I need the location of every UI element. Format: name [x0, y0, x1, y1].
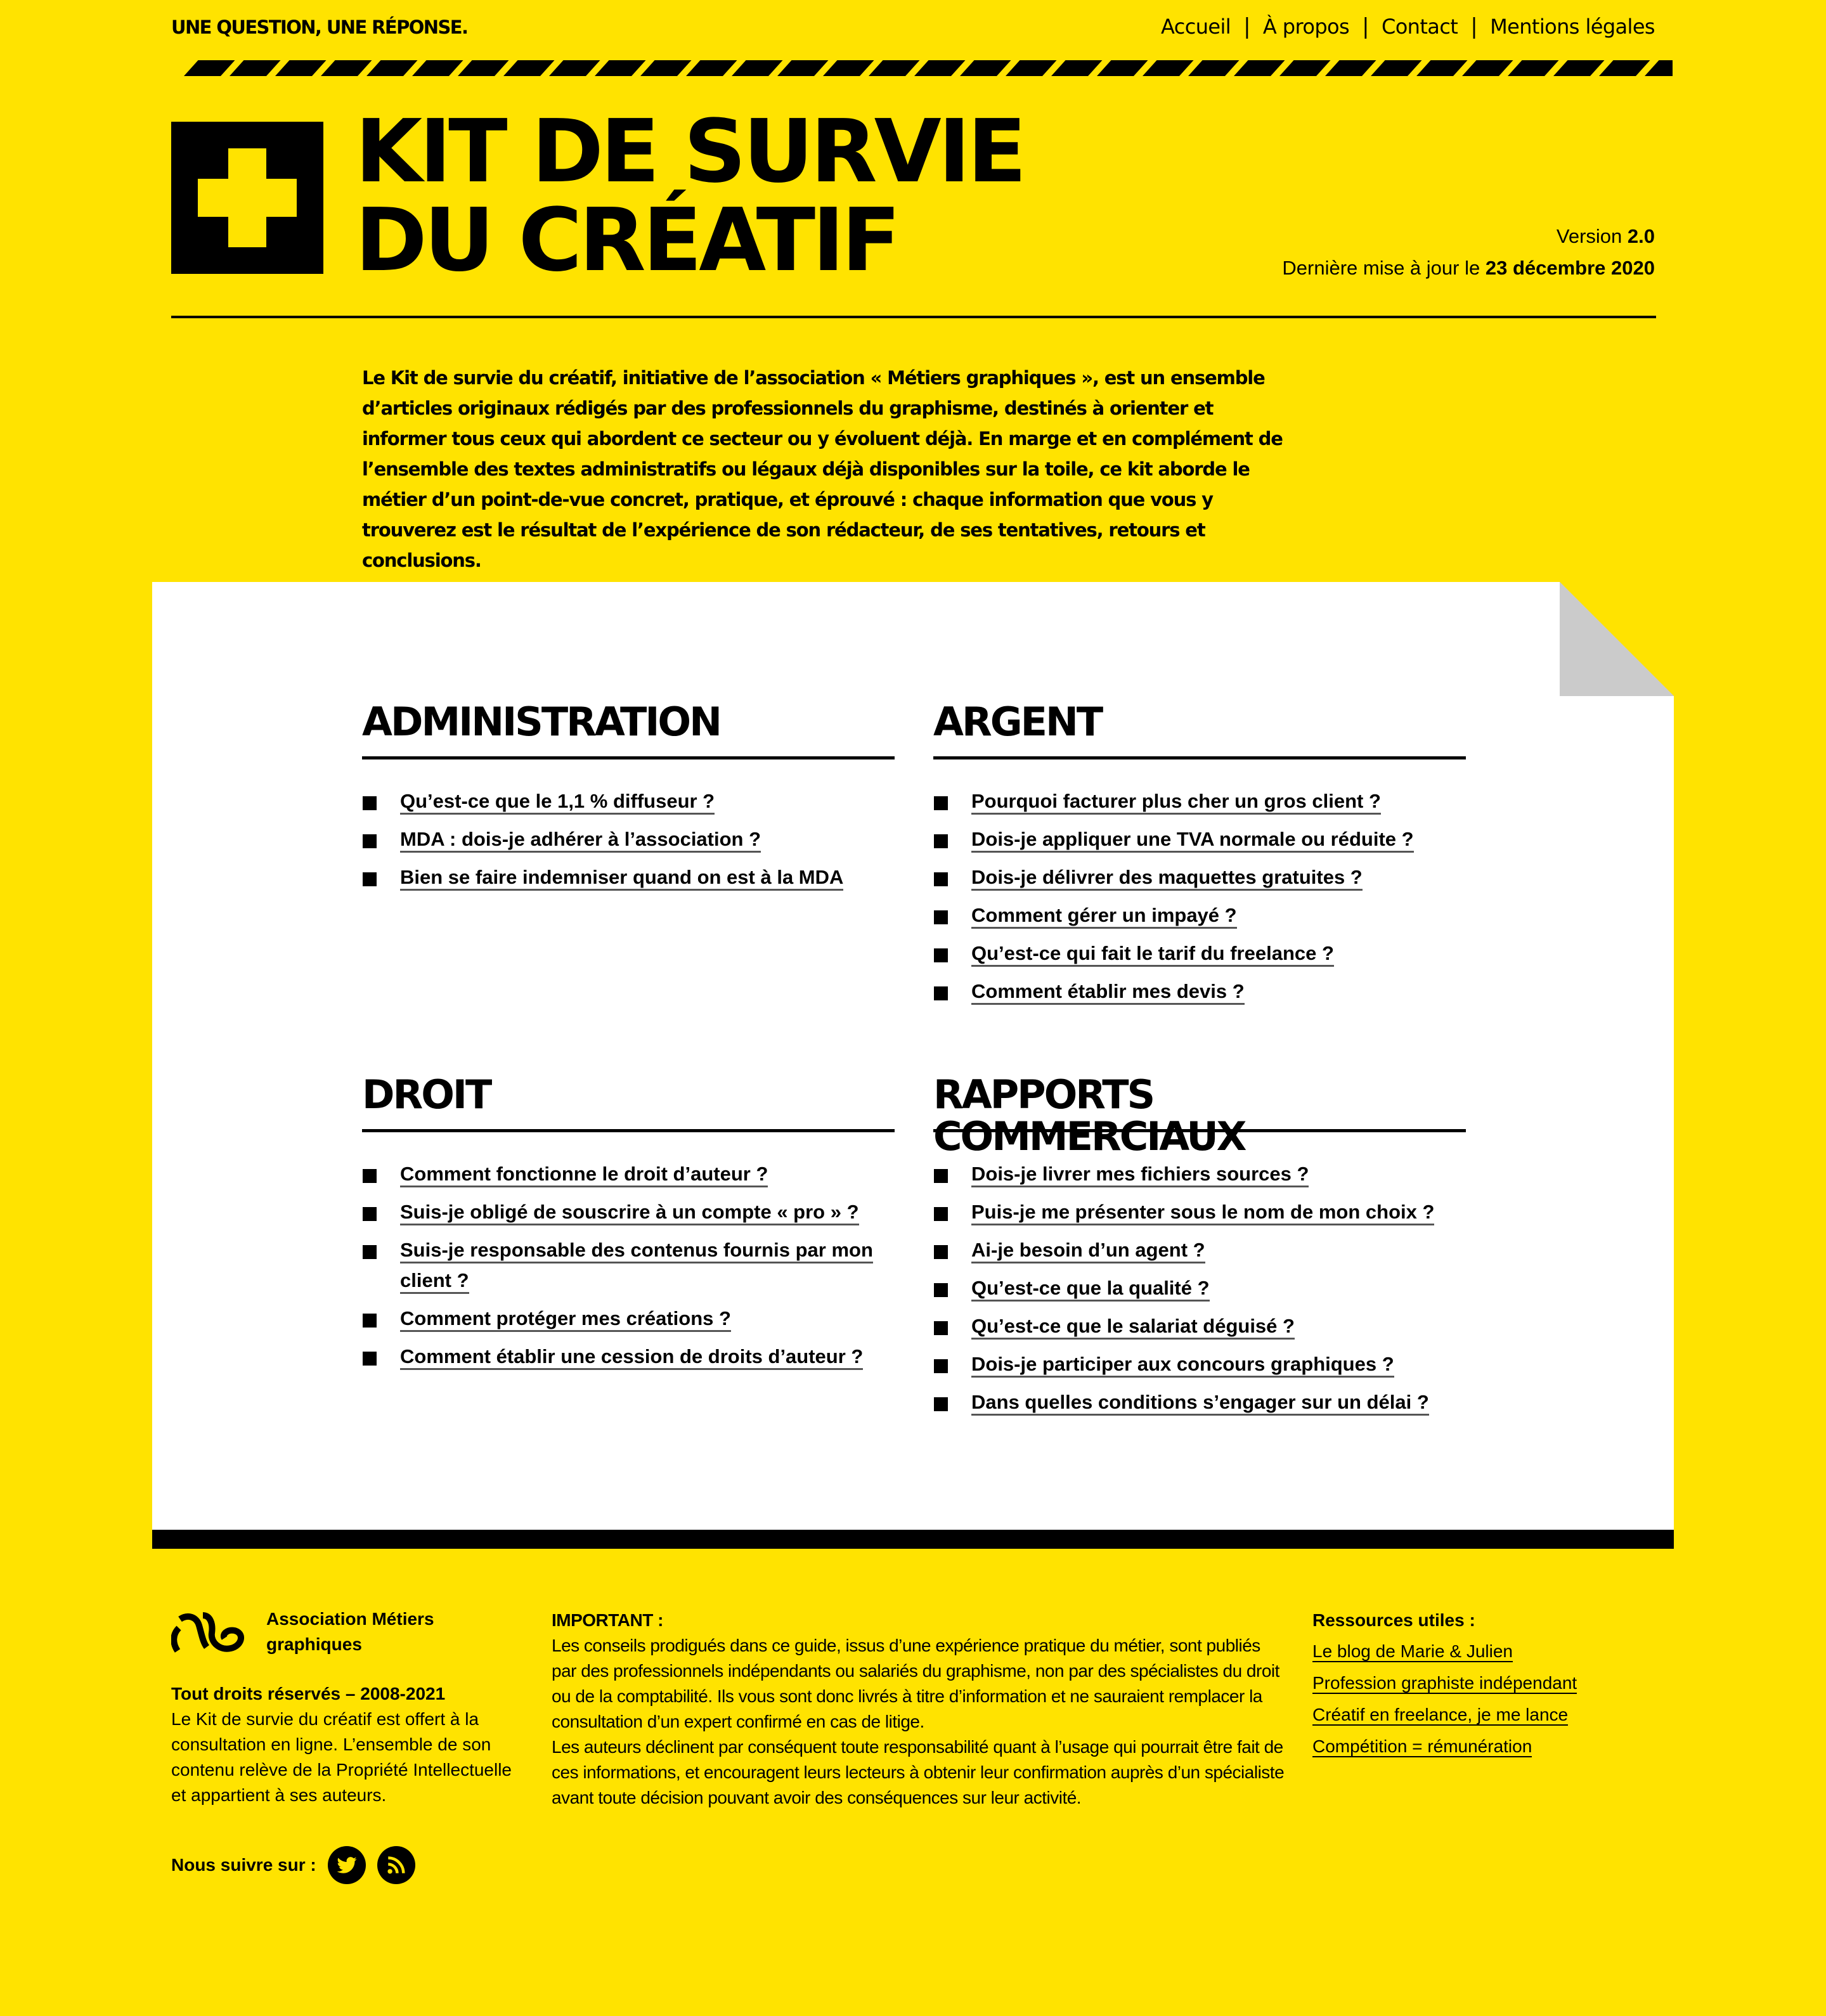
- last-updated-label: Dernière mise à jour le: [1282, 257, 1480, 279]
- section-title: ARGENT: [933, 699, 1102, 745]
- section-divider: [362, 1129, 895, 1132]
- hazard-stripe: [1371, 60, 1422, 76]
- article-list-item: [933, 1273, 1466, 1303]
- article-list-item: [933, 900, 1466, 931]
- square-bullet-icon: [934, 1207, 948, 1221]
- article-link[interactable]: Ai-je besoin d’un agent ?: [971, 1239, 1205, 1263]
- nav-contact[interactable]: Contact: [1381, 15, 1458, 39]
- article-list-item: [933, 824, 1466, 855]
- site-title: [355, 101, 1024, 291]
- square-bullet-icon: [363, 1314, 377, 1328]
- article-link[interactable]: Dois-je appliquer une TVA normale ou réduite ?: [971, 828, 1414, 853]
- association-name: Association Métiers graphiques: [266, 1609, 434, 1654]
- section-argent: [933, 696, 1466, 1014]
- hazard-stripe: [823, 60, 874, 76]
- section-rapports-commerciaux: [933, 1069, 1466, 1425]
- resource-link[interactable]: Le blog de Marie & Julien: [1312, 1641, 1513, 1661]
- section-title: RAPPORTS COMMERCIAUX: [933, 1071, 1245, 1160]
- section-administration: [362, 696, 895, 900]
- article-link[interactable]: Qu’est-ce que la qualité ?: [971, 1277, 1210, 1302]
- resource-link[interactable]: Créatif en freelance, je me lance: [1312, 1705, 1569, 1724]
- folded-corner: [1560, 582, 1674, 696]
- article-list-item: [933, 1311, 1466, 1341]
- article-list-item: [933, 1387, 1466, 1418]
- article-link[interactable]: Comment établir mes devis ?: [971, 980, 1245, 1005]
- article-link[interactable]: Suis-je obligé de souscrire à un compte « pro » ?: [400, 1201, 859, 1225]
- nav-separator: |: [1243, 14, 1250, 39]
- hazard-stripe: [1508, 60, 1559, 76]
- rights-text: Le Kit de survie du créatif est offert à la consultation en ligne. L’ensemble de son contenu relève de la Propriété Intellectuelle et appartient à ses auteurs.: [171, 1709, 512, 1805]
- square-bullet-icon: [934, 834, 948, 848]
- hazard-stripe: [1097, 60, 1148, 76]
- first-aid-cross-logo: [171, 122, 323, 274]
- article-link[interactable]: Comment établir une cession de droits d’auteur ?: [400, 1345, 863, 1370]
- last-updated-line: [1282, 252, 1655, 284]
- hazard-stripe: [184, 60, 235, 76]
- twitter-icon: [336, 1854, 358, 1876]
- square-bullet-icon: [934, 1245, 948, 1259]
- resource-link[interactable]: Compétition = rémunération: [1312, 1736, 1532, 1756]
- section-divider: [933, 756, 1466, 759]
- rights-title: Tout droits réservés – 2008-2021: [171, 1684, 446, 1703]
- article-link[interactable]: Qu’est-ce que le 1,1 % diffuseur ?: [400, 790, 715, 815]
- hazard-stripe: [549, 60, 600, 76]
- hazard-stripe: [869, 60, 920, 76]
- article-list-item: [933, 976, 1466, 1007]
- hazard-stripe: [777, 60, 829, 76]
- square-bullet-icon: [934, 796, 948, 810]
- version-value: 2.0: [1627, 225, 1655, 247]
- nav-accueil[interactable]: Accueil: [1160, 15, 1231, 39]
- important-paragraph-1: Les conseils prodigués dans ce guide, issus d’une expérience pratique du métier, sont publiés par des professionnels indépendants ou salariés du graphisme, non par des spécialistes du droit ou de la comptabilité. Ils vous sont donc livrés à titre d’information et ne sauraient remplacer la consultation d’un expert confirmé en cas de litige.: [552, 1636, 1279, 1731]
- article-link[interactable]: MDA : dois-je adhérer à l’association ?: [400, 828, 761, 853]
- article-list-item: [362, 1303, 895, 1334]
- article-list-item: [933, 1159, 1466, 1189]
- article-list-item: [362, 1341, 895, 1372]
- metiers-graphiques-logo-icon: [171, 1612, 249, 1656]
- square-bullet-icon: [934, 1283, 948, 1297]
- hazard-stripe: [1188, 60, 1240, 76]
- hazard-stripe: [1234, 60, 1285, 76]
- hazard-stripe: [1462, 60, 1513, 76]
- article-list: [362, 1159, 895, 1372]
- article-list-item: [362, 1159, 895, 1189]
- section-droit: [362, 1069, 895, 1380]
- square-bullet-icon: [363, 834, 377, 848]
- square-bullet-icon: [934, 986, 948, 1000]
- article-link[interactable]: Bien se faire indemniser quand on est à la MDA: [400, 866, 843, 891]
- rss-link[interactable]: [377, 1846, 415, 1884]
- article-list: [362, 786, 895, 893]
- article-link[interactable]: Dois-je livrer mes fichiers sources ?: [971, 1163, 1309, 1187]
- footer-disclaimer: [552, 1608, 1287, 1811]
- square-bullet-icon: [363, 1207, 377, 1221]
- site-tagline: UNE QUESTION, UNE RÉPONSE.: [171, 16, 468, 38]
- last-updated-date: 23 décembre 2020: [1485, 257, 1655, 279]
- article-list-item: [362, 786, 895, 817]
- square-bullet-icon: [934, 872, 948, 886]
- article-list-item: [362, 824, 895, 855]
- rss-icon: [385, 1854, 407, 1876]
- article-link[interactable]: Comment gérer un impayé ?: [971, 904, 1237, 929]
- square-bullet-icon: [363, 1169, 377, 1183]
- article-list-item: [933, 862, 1466, 893]
- important-paragraph-2: Les auteurs déclinent par conséquent toute responsabilité quant à l’usage qui pourrait être fait de ces informations, et encouragent leurs lecteurs à obtenir leur confirmation auprès d’un spécialiste avant toute décision pouvant avoir des conséquences sur leur activité.: [552, 1737, 1285, 1807]
- hazard-stripe: [914, 60, 966, 76]
- hazard-stripe: [1279, 60, 1331, 76]
- hazard-stripe: [503, 60, 555, 76]
- intro-paragraph: Le Kit de survie du créatif, initiative de l’association « Métiers graphiques », est un ensemble d’articles originaux rédigés par des professionnels du graphisme, destinés à orienter et informer tous ceux qui abordent ce secteur ou y évoluent déjà. En marge et en complément de l’ensemble des textes administratifs ou légaux déjà disponibles sur la toile, ce kit aborde le métier d’un point-de-vue concret, pratique, et éprouvé : chaque information que vous y trouverez est le résultat de l’expérience de son rédacteur, de ses tentatives, retours et conclusions.: [362, 367, 1283, 571]
- important-title: IMPORTANT :: [552, 1610, 663, 1630]
- version-line: [1282, 221, 1655, 252]
- hazard-stripe: [1325, 60, 1376, 76]
- hazard-stripe: [1645, 60, 1673, 76]
- follow-label: Nous suivre sur :: [171, 1855, 316, 1875]
- hazard-stripe: [595, 60, 646, 76]
- twitter-link[interactable]: [328, 1846, 366, 1884]
- article-list-item: [362, 1197, 895, 1227]
- article-link[interactable]: Suis-je responsable des contenus fournis par mon client ?: [400, 1239, 873, 1294]
- hazard-stripe: [458, 60, 509, 76]
- social-follow: [171, 1846, 427, 1884]
- square-bullet-icon: [934, 910, 948, 924]
- hazard-stripe: [960, 60, 1011, 76]
- top-navigation: [1161, 14, 1655, 39]
- article-link[interactable]: Qu’est-ce que le salariat déguisé ?: [971, 1315, 1295, 1340]
- footer-about: [171, 1606, 526, 1808]
- hazard-stripe: [1599, 60, 1650, 76]
- hazard-stripe: [686, 60, 737, 76]
- article-list-item: [933, 938, 1466, 969]
- site-title-line-2: DU CRÉATIF: [355, 190, 898, 291]
- square-bullet-icon: [363, 796, 377, 810]
- article-list-item: [362, 1235, 895, 1296]
- article-list-item: [933, 1349, 1466, 1380]
- hazard-stripe: [1143, 60, 1194, 76]
- square-bullet-icon: [934, 1321, 948, 1335]
- section-title: ADMINISTRATION: [362, 699, 720, 745]
- square-bullet-icon: [363, 872, 377, 886]
- resources-title: Ressources utiles :: [1312, 1610, 1475, 1630]
- square-bullet-icon: [934, 1169, 948, 1183]
- article-link[interactable]: Comment fonctionne le droit d’auteur ?: [400, 1163, 768, 1187]
- hazard-stripe: [1416, 60, 1468, 76]
- version-label: Version: [1556, 225, 1622, 247]
- article-list: [933, 1159, 1466, 1418]
- article-link[interactable]: Dans quelles conditions s’engager sur un délai ?: [971, 1391, 1429, 1416]
- article-list: [933, 786, 1466, 1007]
- section-title: DROIT: [362, 1071, 491, 1118]
- nav-separator: |: [1362, 14, 1369, 39]
- resource-link[interactable]: Profession graphiste indépendant: [1312, 1673, 1577, 1693]
- hazard-stripe-divider: [170, 60, 1673, 76]
- nav-a-propos[interactable]: À propos: [1262, 15, 1350, 39]
- site-title-line-1: KIT DE SURVIE: [355, 101, 1024, 202]
- hazard-stripe: [412, 60, 463, 76]
- version-info: [1282, 221, 1655, 284]
- square-bullet-icon: [934, 1397, 948, 1411]
- hazard-stripe: [732, 60, 783, 76]
- hazard-stripe: [321, 60, 372, 76]
- article-link[interactable]: Comment protéger mes créations ?: [400, 1307, 731, 1332]
- article-list-item: [933, 1197, 1466, 1227]
- article-link[interactable]: Pourquoi facturer plus cher un gros client ?: [971, 790, 1381, 815]
- hazard-stripe: [275, 60, 327, 76]
- article-link[interactable]: Puis-je me présenter sous le nom de mon choix ?: [971, 1201, 1434, 1225]
- square-bullet-icon: [934, 1359, 948, 1373]
- hazard-stripe: [1051, 60, 1103, 76]
- article-list-item: [362, 862, 895, 893]
- association-block: [171, 1606, 526, 1657]
- hazard-stripe: [640, 60, 692, 76]
- article-link[interactable]: Dois-je délivrer des maquettes gratuites ?: [971, 866, 1363, 891]
- nav-mentions-legales[interactable]: Mentions légales: [1490, 15, 1655, 39]
- hazard-stripe: [1006, 60, 1057, 76]
- nav-separator: |: [1470, 14, 1478, 39]
- square-bullet-icon: [363, 1352, 377, 1366]
- section-divider: [362, 756, 895, 759]
- header-divider: [171, 316, 1656, 318]
- hazard-stripe: [1553, 60, 1605, 76]
- card-bottom-band: [152, 1530, 1674, 1549]
- square-bullet-icon: [934, 948, 948, 962]
- article-list-item: [933, 786, 1466, 817]
- hazard-stripe: [366, 60, 418, 76]
- square-bullet-icon: [363, 1245, 377, 1259]
- article-link[interactable]: Qu’est-ce qui fait le tarif du freelance ?: [971, 942, 1334, 967]
- footer-resources: [1312, 1608, 1642, 1762]
- hazard-stripe: [230, 60, 281, 76]
- article-list-item: [933, 1235, 1466, 1265]
- article-link[interactable]: Dois-je participer aux concours graphiques ?: [971, 1353, 1394, 1378]
